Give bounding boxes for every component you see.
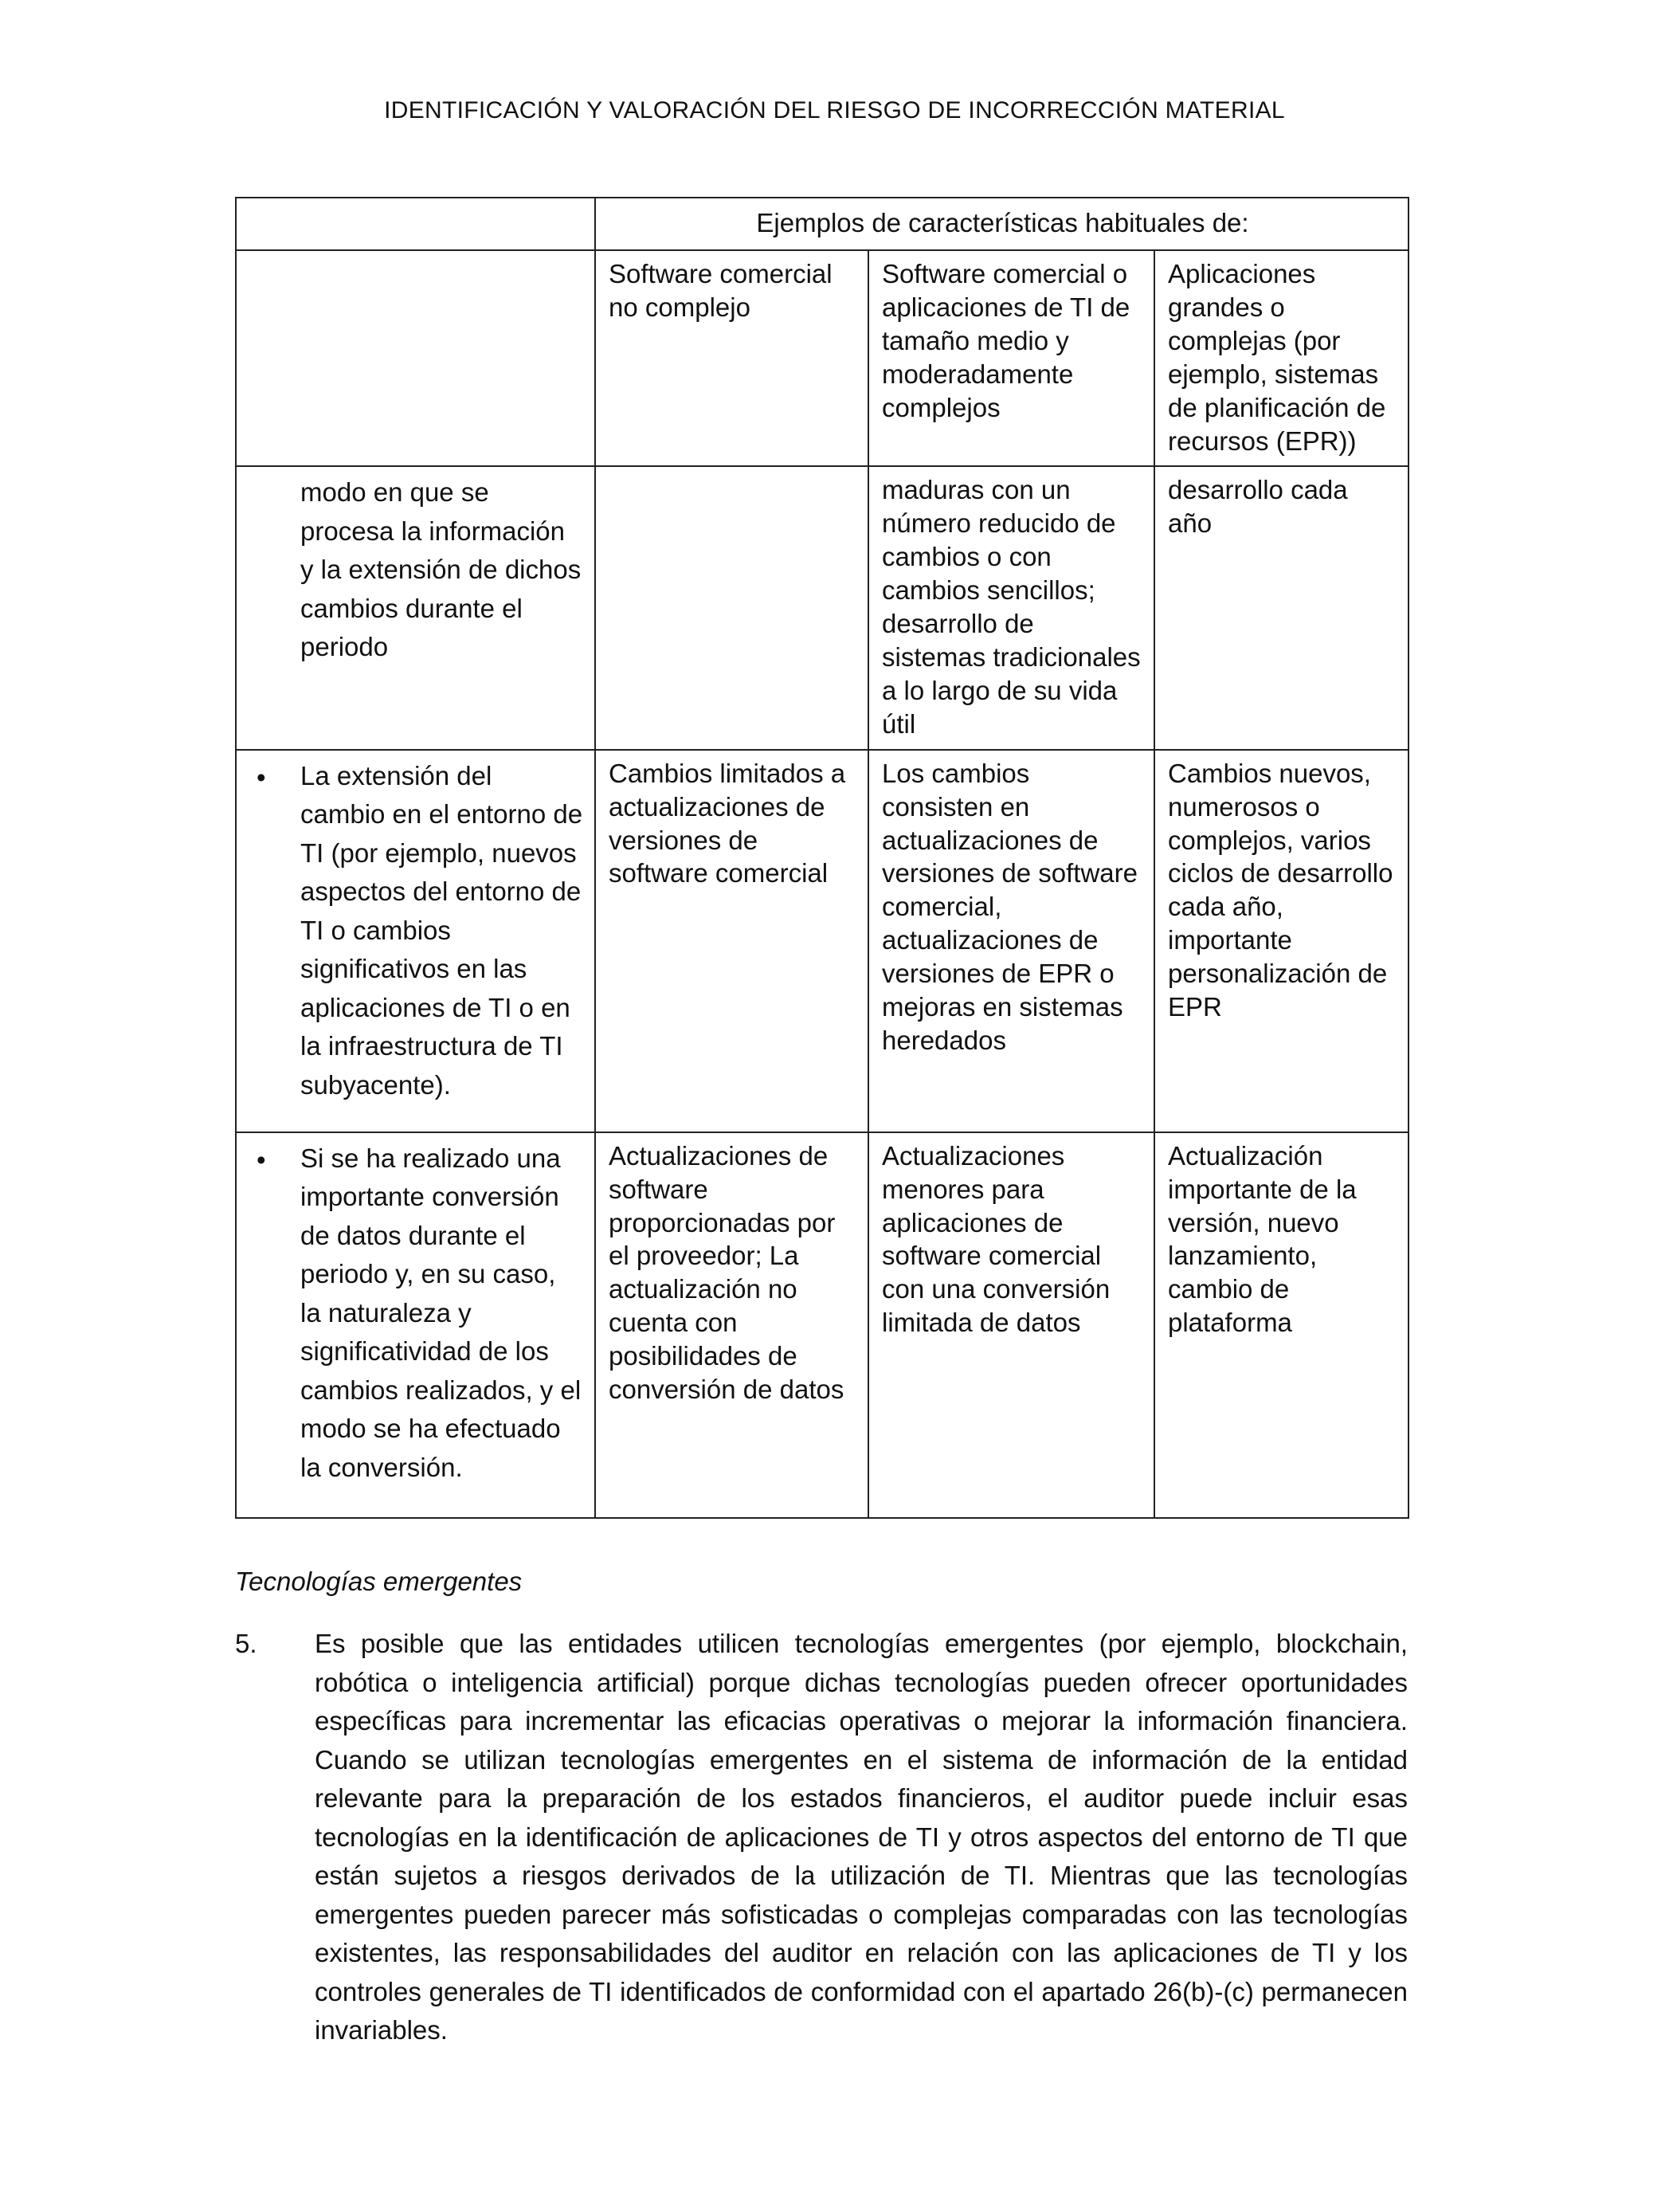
paragraph-number: 5. — [235, 1629, 257, 1658]
table-span-header-row — [236, 198, 1408, 250]
table-span-header: Ejemplos de características habituales de: — [595, 198, 1408, 250]
table-row — [236, 1132, 1408, 1518]
table-corner-cell — [236, 198, 595, 250]
column-header-medium: Software comercial o aplicaciones de TI de tamaño medio y moderadamente complejos — [868, 250, 1154, 466]
row-cell-medium: Los cambios consisten en actualizaciones de versiones de software comercial, actualizaciones de versiones de EPR o mejoras en sistemas heredados — [868, 750, 1154, 1132]
row-cell-complex: Actualización importante de la versión, nuevo lanzamiento, cambio de plataforma — [1154, 1132, 1408, 1518]
row-label: Si se ha realizado una importante conversión de datos durante el periodo y, en su caso, la naturaleza y significatividad de los cambios realizados, y el modo se ha efectuado la conversión. — [300, 1143, 582, 1482]
row-cell-complex: Cambios nuevos, numerosos o complejos, varios ciclos de desarrollo cada año, importante personalización de EPR — [1154, 750, 1408, 1132]
bullet-icon: • — [257, 1144, 266, 1175]
characteristics-table — [235, 197, 1409, 1519]
bullet-icon: • — [257, 762, 266, 792]
row-cell-medium: maduras con un número reducido de cambios o con cambios sencillos; desarrollo de sistemas tradicionales a lo largo de su vida útil — [868, 466, 1154, 749]
row-label-cell — [236, 750, 595, 1132]
row-label: La extensión del cambio en el entorno de TI (por ejemplo, nuevos aspectos del entorno de TI o cambios significativos en las aplicaciones de TI o en la infraestructura de TI subyacente). — [300, 760, 583, 1100]
column-header-complex: Aplicaciones grandes o complejas (por ejemplo, sistemas de planificación de recursos (EPR)) — [1154, 250, 1408, 466]
row-label-cell — [236, 1132, 595, 1518]
row-cell-simple: Cambios limitados a actualizaciones de versiones de software comercial — [595, 750, 868, 1132]
table-row — [236, 466, 1408, 749]
section-heading: Tecnologías emergentes — [235, 1567, 523, 1596]
row-cell-medium: Actualizaciones menores para aplicaciones de software comercial con una conversión limitada de datos — [868, 1132, 1154, 1518]
table-row — [236, 750, 1408, 1132]
row-label: modo en que se procesa la información y la extensión de dichos cambios durante el periodo — [236, 466, 595, 749]
paragraph — [235, 1625, 1408, 2050]
row-cell-simple — [595, 466, 868, 749]
table-empty-header-cell — [236, 250, 595, 466]
row-cell-complex: desarrollo cada año — [1154, 466, 1408, 749]
table-column-header-row — [236, 250, 1408, 466]
paragraph-text: Es posible que las entidades utilicen tecnologías emergentes (por ejemplo, blockchain, robótica o inteligencia artificial) porque dichas tecnologías pueden ofrecer oportunidades específicas para incrementar las eficacias operativas o mejorar la información financiera. Cuando se utilizan tecnologías emergentes en el sistema de información de la entidad relevante para la preparación de los estados financieros, el auditor puede incluir esas tecnologías en la identificación de aplicaciones de TI y otros aspectos del entorno de TI que están sujetos a riesgos derivados de la utilización de TI. Mientras que las tecnologías emergentes pueden parecer más sofisticadas o complejas comparadas con las tecnologías existentes, las responsabilidades del auditor en relación con las aplicaciones de TI y los controles generales de TI identificados de conformidad con el apartado 26(b)-(c) permanecen invariables. — [315, 1629, 1408, 2045]
page-header: IDENTIFICACIÓN Y VALORACIÓN DEL RIESGO DE INCORRECCIÓN MATERIAL — [384, 97, 1285, 124]
row-cell-simple: Actualizaciones de software proporcionadas por el proveedor; La actualización no cuenta con posibilidades de conversión de datos — [595, 1132, 868, 1518]
column-header-simple: Software comercial no complejo — [595, 250, 868, 466]
